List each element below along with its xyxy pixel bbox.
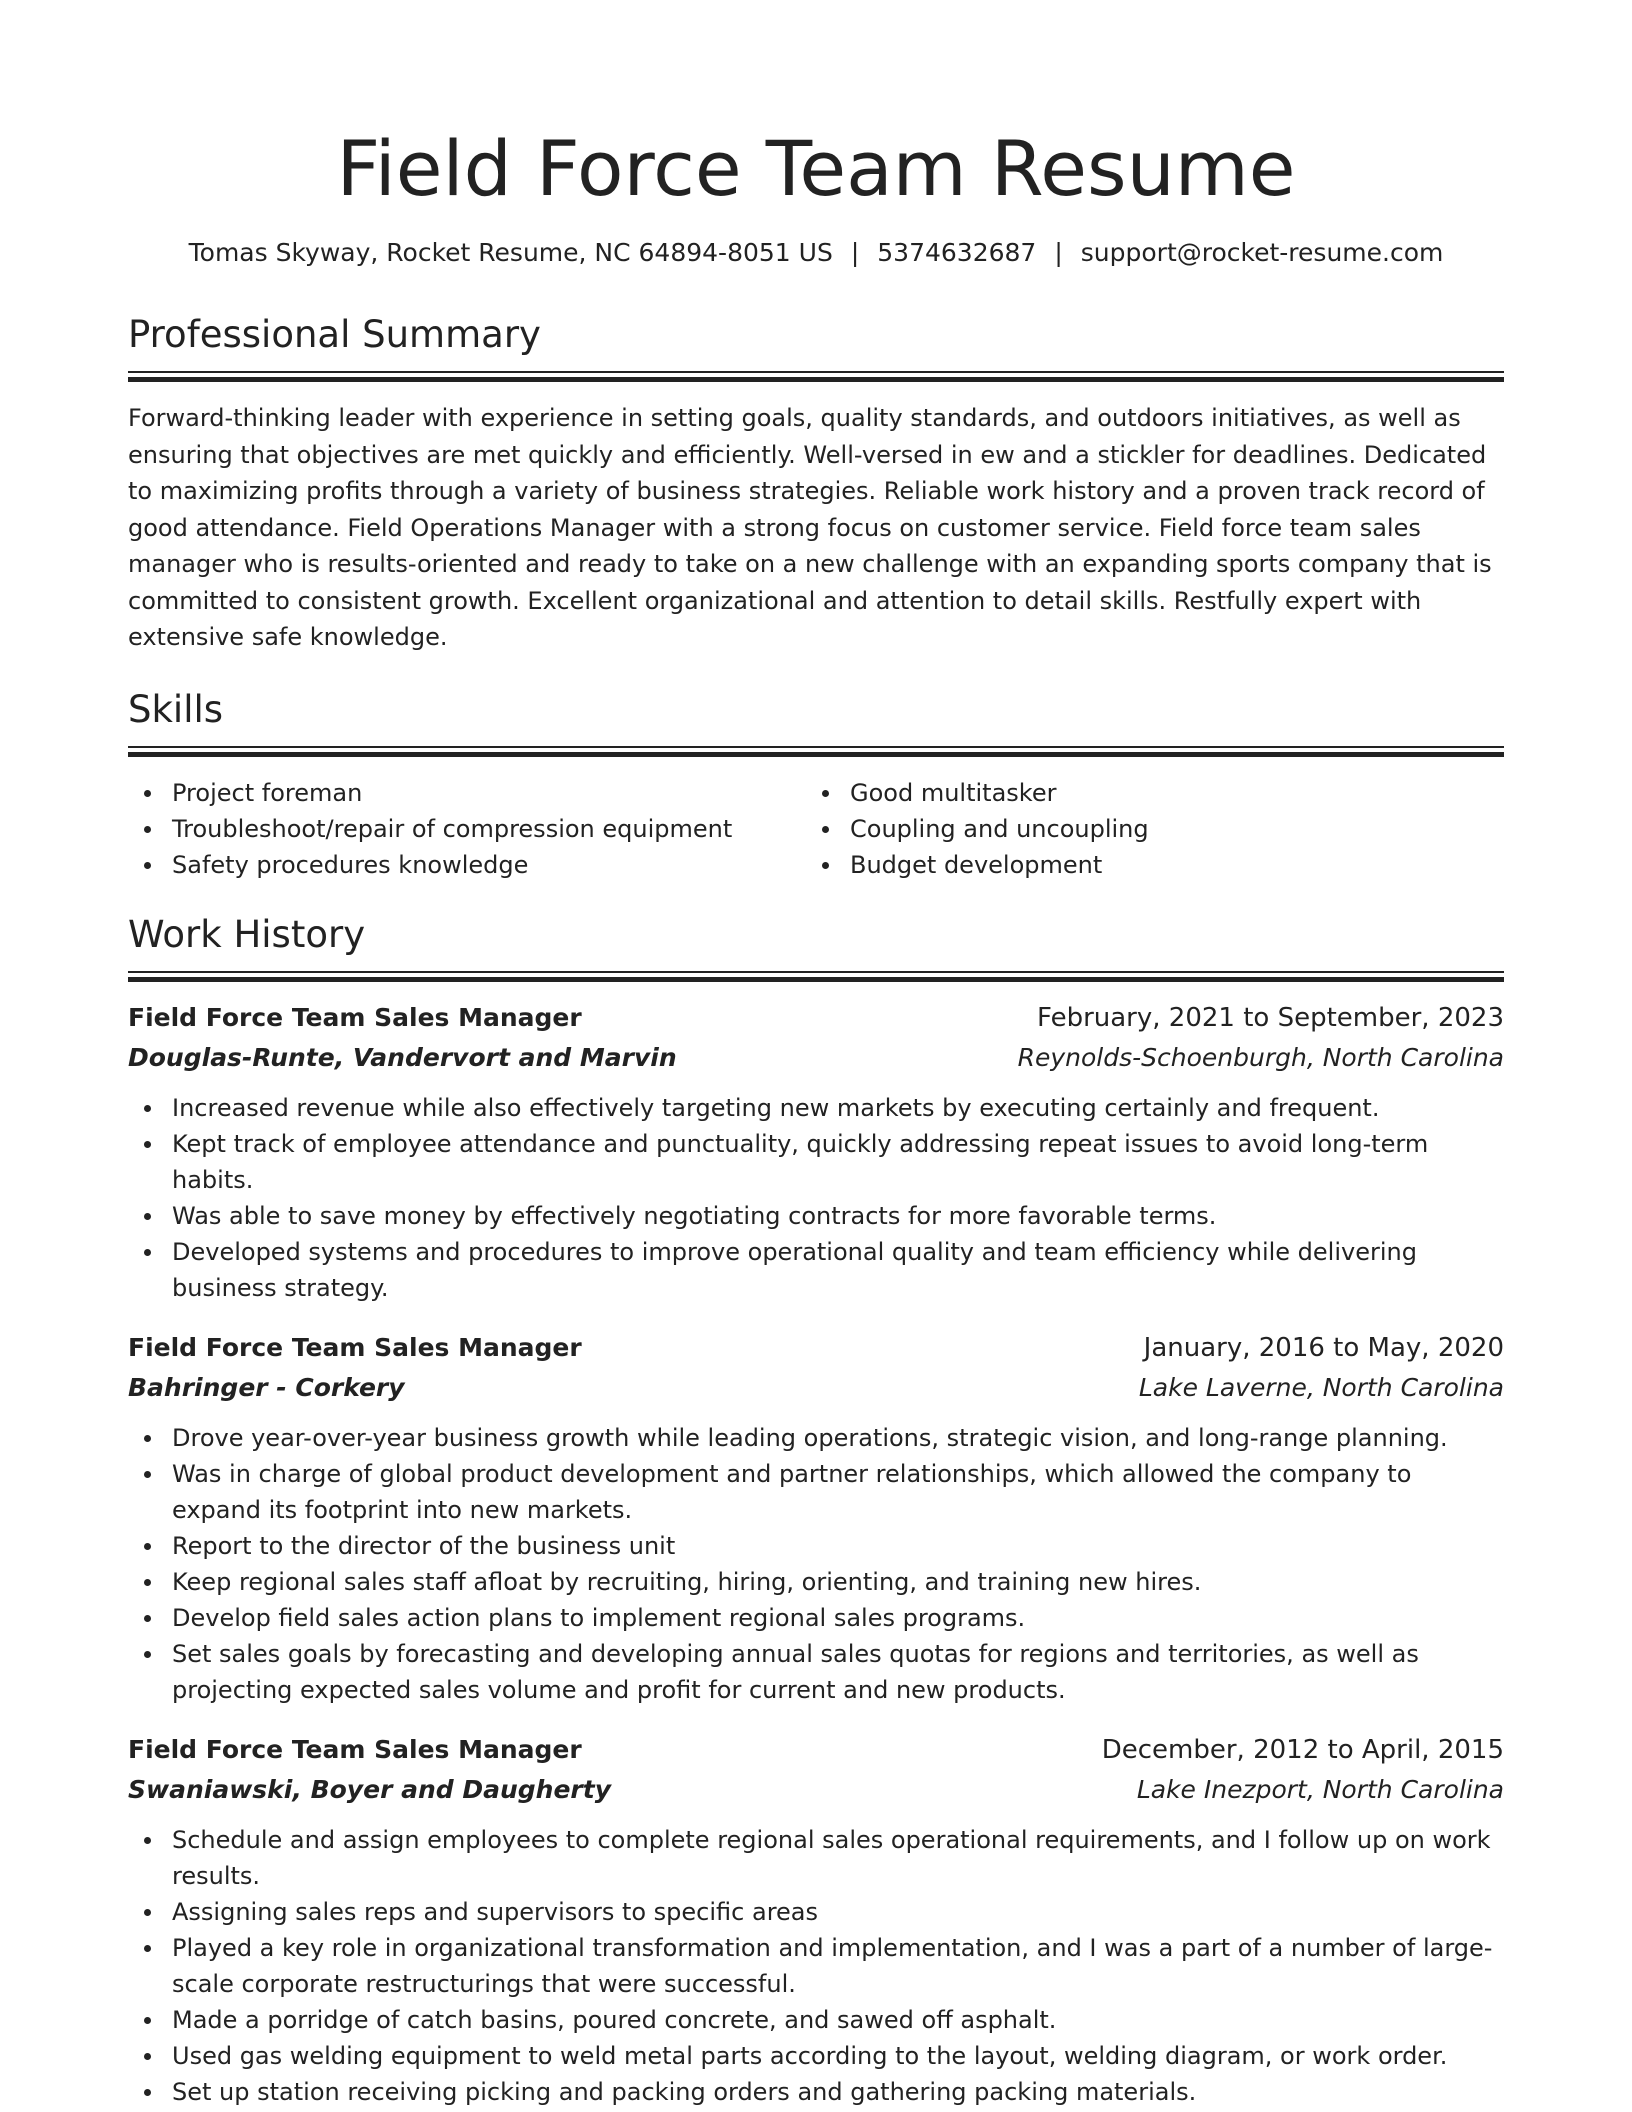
contact-email: support@rocket-resume.com xyxy=(1080,238,1444,267)
contact-phone: 5374632687 xyxy=(877,238,1037,267)
skill-item: Budget development xyxy=(806,847,1484,883)
job-header xyxy=(128,1328,1504,1368)
contact-separator: | xyxy=(1054,238,1063,267)
job-entry xyxy=(128,1328,1504,1708)
contact-separator: | xyxy=(850,238,860,267)
section-title-skills: Skills xyxy=(128,687,224,731)
summary-text: Forward-thinking leader with experience in setting goals, quality standards, and outdoors initiatives, as well as ensuring that objectives are met quickly and efficiently. Well-versed in ew and a stickler for deadlines. Dedicated to maximizing profits through a variety of business strategies. Reliable work history and a proven track record of good attendance. Field Operations Manager with a strong focus on customer service. Field force team sales manager who is results-oriented and ready to take on a new challenge with an expanding sports company that is committed to consistent growth. Excellent organizational and attention to detail skills. Restfully expert with extensive safe knowledge. xyxy=(128,404,1492,651)
job-subheader xyxy=(128,1368,1504,1408)
job-bullet: Made a porridge of catch basins, poured concrete, and sawed off asphalt. xyxy=(128,2002,1504,2038)
contact-address: Tomas Skyway, Rocket Resume, NC 64894-8051 US xyxy=(188,238,833,267)
job-entry xyxy=(128,1730,1504,2110)
section-divider xyxy=(128,971,1504,984)
job-bullet: Drove year-over-year business growth while leading operations, strategic vision, and long-range planning. xyxy=(128,1420,1504,1456)
job-bullet: Set sales goals by forecasting and developing annual sales quotas for regions and territories, as well as projecting expected sales volume and profit for current and new products. xyxy=(128,1636,1504,1708)
section-title-work-history: Work History xyxy=(128,912,366,956)
job-bullet: Used gas welding equipment to weld metal parts according to the layout, welding diagram, or work order. xyxy=(128,2038,1504,2074)
skill-item: Troubleshoot/repair of compression equipment xyxy=(128,811,806,847)
job-title: Field Force Team Sales Manager xyxy=(128,1332,582,1362)
job-location: Lake Inezport, North Carolina xyxy=(1136,1774,1504,1804)
job-bullet: Was able to save money by effectively negotiating contracts for more favorable terms. xyxy=(128,1198,1504,1234)
job-bullet: Develop field sales action plans to implement regional sales programs. xyxy=(128,1600,1504,1636)
job-company: Douglas-Runte, Vandervort and Marvin xyxy=(128,1042,677,1072)
job-subheader xyxy=(128,1038,1504,1078)
skills-list xyxy=(128,775,1504,883)
section-title-summary: Professional Summary xyxy=(128,313,541,356)
job-title: Field Force Team Sales Manager xyxy=(128,1002,582,1032)
skill-item: Coupling and uncoupling xyxy=(806,811,1484,847)
job-bullet: Increased revenue while also effectively targeting new markets by executing certainly and frequent. xyxy=(128,1090,1504,1126)
job-header xyxy=(128,1730,1504,1770)
job-bullet: Set up station receiving picking and packing orders and gathering packing materials. xyxy=(128,2074,1504,2110)
job-bullet: Kept track of employee attendance and punctuality, quickly addressing repeat issues to avoid long-term habits. xyxy=(128,1126,1504,1198)
job-bullet: Assigning sales reps and supervisors to specific areas xyxy=(128,1894,1504,1930)
job-location: Reynolds-Schoenburgh, North Carolina xyxy=(1017,1042,1504,1072)
skill-item: Project foreman xyxy=(128,775,806,811)
resume-page xyxy=(128,0,1504,2110)
job-dates: December, 2012 to April, 2015 xyxy=(1101,1734,1504,1765)
job-bullets xyxy=(128,1420,1504,1708)
job-bullets xyxy=(128,1822,1504,2110)
job-title: Field Force Team Sales Manager xyxy=(128,1734,582,1764)
job-entry xyxy=(128,998,1504,1306)
job-bullet: Played a key role in organizational transformation and implementation, and I was a part of a number of large-scale corporate restructurings that were successful. xyxy=(128,1930,1504,2002)
job-bullet: Report to the director of the business unit xyxy=(128,1528,1504,1564)
skills-column-left xyxy=(128,775,806,883)
job-company: Bahringer - Corkery xyxy=(128,1372,405,1402)
job-bullet: Schedule and assign employees to complete regional sales operational requirements, and I follow up on work results. xyxy=(128,1822,1504,1894)
job-bullet: Keep regional sales staff afloat by recruiting, hiring, orienting, and training new hires. xyxy=(128,1564,1504,1600)
contact-line xyxy=(128,235,1504,271)
section-divider xyxy=(128,371,1504,384)
job-bullets xyxy=(128,1090,1504,1306)
job-location: Lake Laverne, North Carolina xyxy=(1138,1372,1504,1402)
skills-column-right xyxy=(806,775,1484,883)
job-bullet: Developed systems and procedures to improve operational quality and team efficiency while delivering business strategy. xyxy=(128,1234,1504,1306)
job-subheader xyxy=(128,1770,1504,1810)
job-company: Swaniawski, Boyer and Daugherty xyxy=(128,1774,612,1804)
job-header xyxy=(128,998,1504,1038)
job-dates: February, 2021 to September, 2023 xyxy=(1037,1002,1504,1033)
skill-item: Good multitasker xyxy=(806,775,1484,811)
section-divider xyxy=(128,746,1504,759)
resume-name: Field Force Team Resume xyxy=(336,124,1296,213)
job-bullet: Was in charge of global product development and partner relationships, which allowed the company to expand its footprint into new markets. xyxy=(128,1456,1504,1528)
skill-item: Safety procedures knowledge xyxy=(128,847,806,883)
job-dates: January, 2016 to May, 2020 xyxy=(1143,1332,1504,1363)
